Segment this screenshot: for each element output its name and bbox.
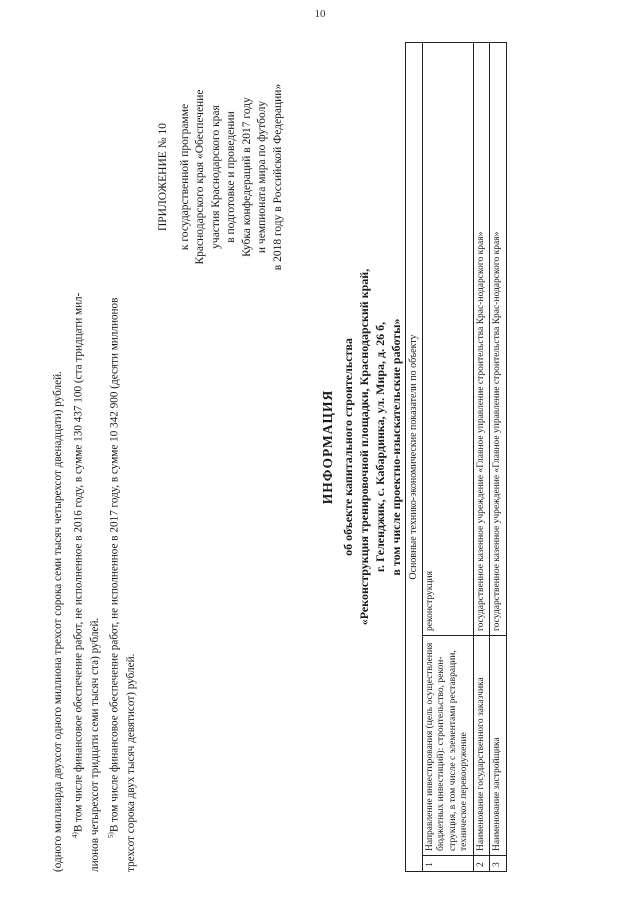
- info-title: ИНФОРМАЦИЯ: [320, 389, 335, 505]
- table-row: [422, 43, 473, 872]
- appendix-title: ПРИЛОЖЕНИЕ № 10: [157, 123, 169, 232]
- appendix-line: в подготовке и проведении: [225, 111, 237, 243]
- info-line: об объекте капитального строительства: [341, 338, 355, 556]
- appendix-line: Кубка конфедераций в 2017 году: [240, 97, 253, 257]
- info-line: г. Геленджик, с. Кабардинка, ул. Мира, д. 26 б,: [373, 321, 387, 573]
- row-name: Направление инвестирования (цель осуществления бюджетных инвестиций): строительство, рекон-струкция, в том числе с элементами реставрации, техническое перевооружение: [422, 636, 473, 856]
- table-header: Основные технико-экономические показатели по объекту: [406, 43, 423, 872]
- info-line: в том числе проектно-изыскательские работы»: [389, 318, 403, 576]
- row-number: 3: [490, 856, 507, 872]
- info-heading: [320, 102, 404, 792]
- page-number: 10: [314, 8, 326, 20]
- appendix-line: Краснодарского края «Обеспечение: [194, 89, 206, 265]
- row-number: 1: [422, 856, 473, 872]
- footnote-5-cont: трехсот сорока двух тысяч девятисот) рублей.: [125, 653, 138, 872]
- rotated-page-content: [50, 42, 595, 872]
- footnote-4: $^{4)}$В том числе финансовое обеспечение работ, не исполненное в 2016 году, в сумме 130 437 100 (ста тридцати мил-: [70, 292, 85, 838]
- appendix-line: в 2018 году в Российской Федерации»: [271, 83, 284, 271]
- table-header-row: [406, 43, 423, 872]
- appendix-line: участия Краснодарского края: [209, 105, 222, 249]
- row-name: Наименование застройщика: [490, 636, 507, 856]
- row-value: государственное казенное учреждение «Главное управление строительства Крас-нодарского края»: [490, 43, 507, 636]
- appendix-block: [156, 47, 286, 307]
- footnote-continuation: (одного миллиарда двухсот одного миллиона трехсот сорока семи тысяч четырехсот двенадцати) рублей.: [52, 371, 64, 872]
- table-row: [490, 43, 507, 872]
- footnote-5: $^{5)}$В том числе финансовое обеспечение работ, не исполненное в 2017 году, в сумме 10 342 900 (десяти миллионов: [107, 297, 121, 838]
- table-row: [473, 43, 490, 872]
- footnotes: [50, 42, 140, 872]
- row-value: государственное казенное учреждение «Главное управление строительства Крас-нодарского края»: [473, 43, 490, 636]
- row-name: Наименование государственного заказчика: [473, 636, 490, 856]
- object-table: [405, 42, 507, 872]
- row-value: реконструкция: [422, 43, 473, 636]
- appendix-line: к государственной программе: [178, 103, 191, 251]
- row-number: 2: [473, 856, 490, 872]
- appendix-line: и чемпионата мира по футболу: [256, 100, 268, 254]
- info-line: «Реконструкция тренировочной площадки, Краснодарский край,: [357, 268, 371, 626]
- footnote-4-cont: лионов четырехсот тридцати семи тысяч ста) рублей.: [88, 617, 101, 872]
